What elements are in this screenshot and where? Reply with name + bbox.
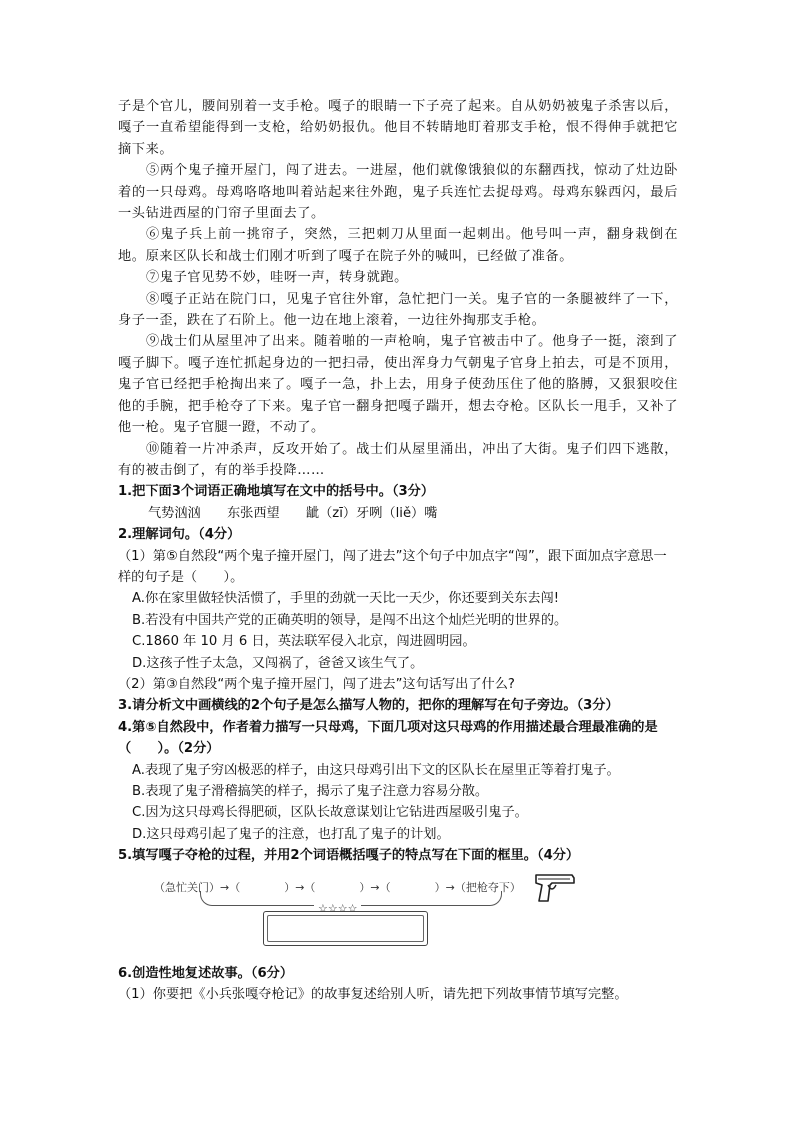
questions xyxy=(118,481,678,1005)
story-paragraph: ⑥鬼子兵上前一挑帘子，突然，三把刺刀从里面一起刺出。他号叫一声，翻身栽倒在地。原来区队长和战士们刚才听到了嘎子在院子外的喊叫，已经做了准备。 xyxy=(118,227,678,264)
worksheet-page xyxy=(118,96,678,1005)
process-flow-diagram xyxy=(118,871,678,961)
story-paragraph: 子是个官儿，腰间别着一支手枪。嘎子的眼睛一下子亮了起来。自从奶奶被鬼子杀害以后，嘎子一直希望能得到一支枪，给奶奶报仇。他目不转睛地盯着那支手枪，恨不得伸手就把它摘下来。 xyxy=(118,99,678,157)
option-c[interactable]: C.因为这只母鸡长得肥硕，区队长故意谋划让它钻进西屋吸引鬼子。 xyxy=(132,805,528,821)
story-paragraph: ⑧嘎子正站在院门口，见鬼子官往外窜，急忙把门一关。鬼子官的一条腿被绊了一下，身子一歪，跌在了石阶上。他一边在地上滚着，一边往外掏那支手枪。 xyxy=(118,291,678,329)
question-5-title: 5.填写嘎子夺枪的过程，并用2个词语概括嘎子的特点写在下面的框里。（4分） xyxy=(118,848,580,864)
option-c[interactable]: C.1860 年 10 月 6 日，英法联军侵入北京，闯进圆明园。 xyxy=(132,634,476,650)
stars-label: ☆☆☆☆ xyxy=(314,898,361,919)
question-1-title: 1.把下面3个词语正确地填写在文中的括号中。（3分） xyxy=(118,484,435,500)
option-b[interactable]: B.若没有中国共产党的正确英明的领导，是闯不出这个灿烂光明的世界的。 xyxy=(132,612,568,628)
word-item: 东张西望 xyxy=(226,505,280,521)
flow-steps[interactable]: （急忙关门）→（ ）→（ ）→（ ）→（把枪夺下） xyxy=(154,880,521,894)
word-item: 气势汹汹 xyxy=(148,505,201,521)
story-paragraph: ⑦鬼子官见势不妙，哇呀一声，转身就跑。 xyxy=(146,270,408,286)
question-6-sub1: （1）你要把《小兵张嘎夺枪记》的故事复述给别人听，请先把下列故事情节填写完整。 xyxy=(118,987,628,1003)
story-paragraph: ⑤两个鬼子撞开屋门，闯了进去。一进屋，他们就像饿狼似的东翻西找，惊动了灶边卧着的一只母鸡。母鸡咯咯地叫着站起来往外跑，鬼子兵连忙去捉母鸡。母鸡东躲西闪，最后一头钻进西屋的门帘子里面去了。 xyxy=(118,163,678,222)
story-paragraph: ⑨战士们从屋里冲了出来。随着啪的一声枪响，鬼子官被击中了。他身子一挺，滚到了嘎子脚下。嘎子连忙抓起身边的一把扫帚，使出浑身力气朝鬼子官身上拍去，可是不顶用，鬼子官已经把手枪掏出来了。嘎子一急，扑上去，用身子使劲压住了他的胳膊，又狠狠咬住他的手腕，把手枪夺了下来。鬼子官一翻身把嘎子踹开，想去夺枪。区队长一甩手，又补了他一枪。鬼子官腿一蹬，不动了。 xyxy=(118,334,678,436)
story-paragraph: ⑩随着一片冲杀声，反攻开始了。战士们从屋里涌出，冲出了大街。鬼子们四下逃散，有的被击倒了，有的举手投降…… xyxy=(118,441,678,478)
question-2-sub2: （2）第③自然段“两个鬼子撞开屋门，闯了进去”这句话写出了什么? xyxy=(118,676,515,692)
question-4-title: 4.第⑤自然段中，作者着力描写一只母鸡，下面几项对这只母鸡的作用描述最合理最准确的是（ ）。（2分） xyxy=(118,719,658,757)
question-3-title: 3.请分析文中画横线的2个句子是怎么描写人物的，把你的理解写在句子旁边。（3分） xyxy=(118,698,619,714)
option-d[interactable]: D.这只母鸡引起了鬼子的注意，也打乱了鬼子的计划。 xyxy=(132,826,450,842)
word-bank xyxy=(118,503,678,524)
option-a[interactable]: A.你在家里做轻快活惯了，手里的劲就一天比一天少，你还要到关东去闯! xyxy=(132,591,560,607)
question-2-title: 2.理解词句。（4分） xyxy=(118,527,241,543)
option-a[interactable]: A.表现了鬼子穷凶极恶的样子，由这只母鸡引出下文的区队长在屋里正等着打鬼子。 xyxy=(132,762,620,778)
option-d[interactable]: D.这孩子性子太急，又闯祸了，爸爸又该生气了。 xyxy=(132,655,424,671)
question-6-title: 6.创造性地复述故事。（6分） xyxy=(118,965,294,981)
question-2-sub1: （1）第⑤自然段“两个鬼子撞开屋门，闯了进去”这个句子中加点字“闯”，跟下面加点字意思一样的句子是（ ）。 xyxy=(118,548,667,585)
pistol-icon xyxy=(534,871,576,907)
story-text xyxy=(118,96,678,481)
answer-box[interactable] xyxy=(263,911,428,946)
option-b[interactable]: B.表现了鬼子滑稽搞笑的样子，揭示了鬼子注意力容易分散。 xyxy=(132,784,489,799)
word-item: 龇（zī）牙咧（liě）嘴 xyxy=(305,505,438,521)
